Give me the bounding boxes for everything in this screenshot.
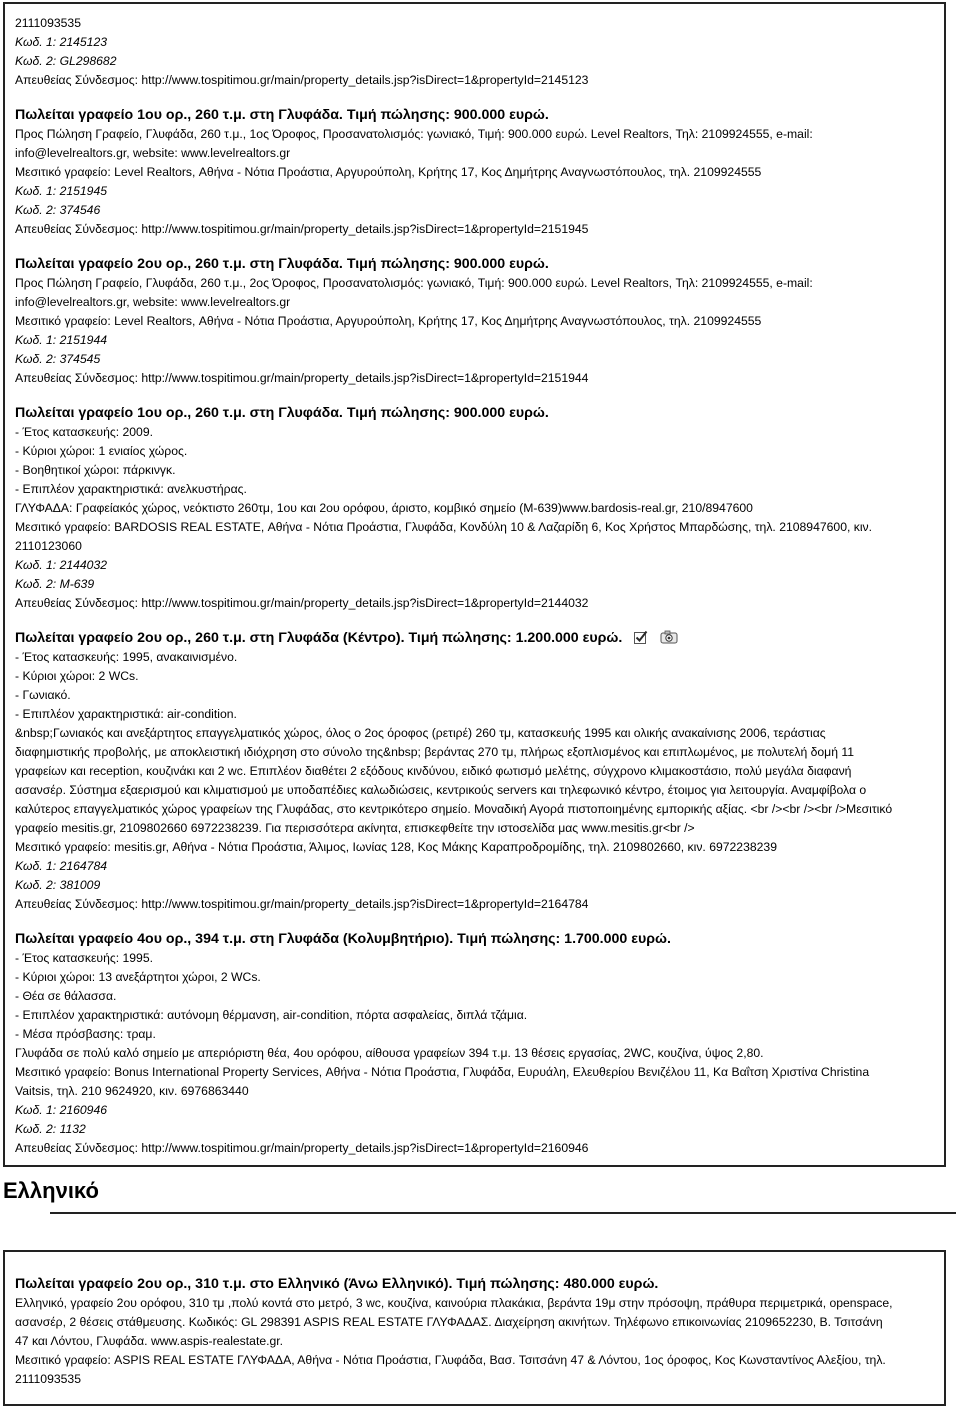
listing-description: γραφείων και reception, κουζινάκι και 2 wc. Επιπλέον διαθέτει 2 εξόδους κινδύνου, ειδικό φωτισμό μελέτης, σύγχρονο κλιμακοστάσιο, πολύ μεγάλα διαφανή [15,764,852,778]
listing-description: Γλυφάδα σε πολύ καλό σημείο με απεριόριστη θέα, 4ου ορόφου, αίθουσα γραφείων 394 τ.μ. 13 θέσεις εργασίας, 2WC, κουζίνα, ύψος 2,80. [15,1046,764,1060]
code-1: Κωδ. 1: 2145123 [15,35,108,49]
feature-line: - Έτος κατασκευής: 1995, ανακαινισμένο. [15,650,238,664]
feature-line: - Κύριοι χώροι: 13 ανεξάρτητοι χώροι, 2 WCs. [15,970,261,984]
agent-phone: 2111093535 [15,16,81,30]
listing-title: Πωλείται γραφείο 2ου ορ., 310 τ.μ. στο Ελληνικό (Άνω Ελληνικό). Τιμή πώλησης: 480.000 ευρώ. [15,1276,659,1292]
code-2: Κωδ. 2: 1132 [15,1122,86,1136]
listing-line: Προς Πώληση Γραφείο, Γλυφάδα, 260 τ.μ., 2ος Όροφος, Προσανατολισμός: γωνιακό, Τιμή: 900.000 ευρώ. Level Realtors, Τηλ: 2109924555, e-mail: [15,276,813,290]
listing-title: Πωλείται γραφείο 1ου ορ., 260 τ.μ. στη Γλυφάδα. Τιμή πώλησης: 900.000 ευρώ. [15,405,549,421]
code-1: Κωδ. 1: 2151945 [15,184,108,198]
camera-icon[interactable] [660,630,678,650]
code-2: Κωδ. 2: 381009 [15,878,101,892]
listing-line: Προς Πώληση Γραφείο, Γλυφάδα, 260 τ.μ., 1ος Όροφος, Προσανατολισμός: γωνιακό, Τιμή: 900.000 ευρώ. Level Realtors, Τηλ: 2109924555, e-mail: [15,127,813,141]
agent-info: Μεσιτικό γραφείο: Bonus International Property Services, Αθήνα - Νότια Προάστια, Γλυφάδα, Ευρυάλη, Ελευθερίου Βενιζέλου 11, Κα Βαΐτση Χριστίνα Christina [15,1065,870,1079]
listing-title: Πωλείται γραφείο 1ου ορ., 260 τ.μ. στη Γλυφάδα. Τιμή πώλησης: 900.000 ευρώ. [15,107,549,123]
code-1: Κωδ. 1: 2160946 [15,1103,108,1117]
listing-title: Πωλείται γραφείο 2ου ορ., 260 τ.μ. στη Γλυφάδα. Τιμή πώλησης: 900.000 ευρώ. [15,256,549,272]
code-2: Κωδ. 2: 374546 [15,203,101,217]
code-1: Κωδ. 1: 2151944 [15,333,108,347]
feature-line: - Γωνιακό. [15,688,71,702]
checkbox-check-icon[interactable] [634,630,648,650]
feature-line: - Μέσα πρόσβασης: τραμ. [15,1027,156,1041]
listing-description: γραφείο mesitis.gr, 2109802660 6972238239. Για περισσότερα ακίνητα, επισκεφθείτε την ιστοσελίδα μας www.mesitis.gr<br /> [15,821,695,835]
feature-line: - Έτος κατασκευής: 1995. [15,951,153,965]
listings-box-elliniko [3,1250,946,1406]
listing-title-row [15,628,944,648]
feature-line: - Έτος κατασκευής: 2009. [15,425,153,439]
direct-link[interactable]: Απευθείας Σύνδεσμος: http://www.tospitimou.gr/main/property_details.jsp?isDirect=1&propertyId=2145123 [15,73,589,87]
agent-info: Μεσιτικό γραφείο: Level Realtors, Αθήνα - Νότια Προάστια, Αργυρούπολη, Κρήτης 17, Κος Δημήτρης Αναγνωστόπουλος, τηλ. 2109924555 [15,314,762,328]
code-1: Κωδ. 1: 2164784 [15,859,108,873]
code-1: Κωδ. 1: 2144032 [15,558,108,572]
code-2: Κωδ. 2: 374545 [15,352,101,366]
code-2: Κωδ. 2: GL298682 [15,54,117,68]
feature-line: - Επιπλέον χαρακτηριστικά: αυτόνομη θέρμανση, air-condition, πόρτα ασφαλείας, διπλά τζάμια. [15,1008,528,1022]
listing-description: διαφημιστικής προβολής, με αποκλειστική ιδιόχρηση στο σύνολο της&nbsp; βεράντας 270 τμ, πλήρως εξοπλισμένος και επιπλωμένος, με πολυτελή δομή 11 [15,745,855,759]
listing-description: ασανσέρ, 2 θέσεις στάθμευσης. Κωδικός: GL 298391 ASPIS REAL ESTATE ΓΛΥΦΑΔΑΣ. Διαχείρηση ακινήτων. Τηλέφωνο επικοινωνίας 2109652230, Β. Τσιτσάνη [15,1315,883,1329]
listings-box-glyfada [3,2,946,1167]
direct-link[interactable]: Απευθείας Σύνδεσμος: http://www.tospitimou.gr/main/property_details.jsp?isDirect=1&propertyId=2151944 [15,371,589,385]
listing-description: 47 και Λόντου, Γλυφάδα. www.aspis-realestate.gr. [15,1334,284,1348]
listing-title: Πωλείται γραφείο 4ου ορ., 394 τ.μ. στη Γλυφάδα (Κολυμβητήριο). Τιμή πώλησης: 1.700.000 ευρώ. [15,931,671,947]
direct-link[interactable]: Απευθείας Σύνδεσμος: http://www.tospitimou.gr/main/property_details.jsp?isDirect=1&propertyId=2160946 [15,1141,589,1155]
agent-info: Μεσιτικό γραφείο: BARDOSIS REAL ESTATE, Αθήνα - Νότια Προάστια, Γλυφάδα, Κονδύλη 10 & Λαζαρίδη 6, Κος Χρήστος Μπαρδώσης, τηλ. 2108947600, κιν. [15,520,873,534]
code-2: Κωδ. 2: M-639 [15,577,95,591]
listing-description: καλύτερος επαγγελματικός χώρος γραφείων της Γλυφάδας, στο κεντρικότερο σημείο. Μοναδική Αγορά πιστοποιημένης εμπορικής αξίας. <br /><br /><br />Μεσιτικό [15,802,893,816]
feature-line: - Θέα σε θάλασσα. [15,989,117,1003]
direct-link[interactable]: Απευθείας Σύνδεσμος: http://www.tospitimou.gr/main/property_details.jsp?isDirect=1&propertyId=2151945 [15,222,589,236]
agent-info: 2110123060 [15,539,82,553]
listing-description: Ελληνικό, γραφείο 2ου ορόφου, 310 τμ ,πολύ κοντά στο μετρό, 3 wc, κουζίνα, καινούρια πλακάκια, βεράντα 19μ στην πρόσοψη, πράθυρα περιμετρικά, openspace, [15,1296,893,1310]
listing-line: info@levelrealtors.gr, website: www.levelrealtors.gr [15,146,291,160]
direct-link[interactable]: Απευθείας Σύνδεσμος: http://www.tospitimou.gr/main/property_details.jsp?isDirect=1&propertyId=2164784 [15,897,589,911]
listing-line: info@levelrealtors.gr, website: www.levelrealtors.gr [15,295,291,309]
feature-line: - Βοηθητικοί χώροι: πάρκινγκ. [15,463,176,477]
section-heading: Ελληνικό [3,1178,99,1203]
listing-description: ΓΛΥΦΑΔΑ: Γραφείακός χώρος, νεόκτιστο 260τμ, 1ου και 2ου ορόφου, άριστο, κομβικό σημείο (M-639)www.bardosis-real.gr, 210/8947600 [15,501,753,515]
listing-description: ασανσέρ. Σύστημα εξαερισμού και κλιματισμού με υποδαπέδιες καλωδιώσεις, κεντρικούς servers και τηλεφωνικό κέντρο, έτοιμος για λειτουργία. Αναμφίβολα ο [15,783,867,797]
agent-info: Vaitsis, τηλ. 210 9624920, κιν. 6976863440 [15,1084,249,1098]
direct-link[interactable]: Απευθείας Σύνδεσμος: http://www.tospitimou.gr/main/property_details.jsp?isDirect=1&propertyId=2144032 [15,596,589,610]
section-divider [50,1212,956,1214]
agent-info: Μεσιτικό γραφείο: mesitis.gr, Αθήνα - Νότια Προάστια, Άλιμος, Ιωνίας 128, Κος Μάκης Καραπροδρομίδης, τηλ. 2109802660, κιν. 6972238239 [15,840,777,854]
feature-line: - Κύριοι χώροι: 1 ενιαίος χώρος. [15,444,188,458]
agent-phone: 2111093535 [15,1372,81,1386]
agent-info: Μεσιτικό γραφείο: ASPIS REAL ESTATE ΓΛΥΦΑΔΑ, Αθήνα - Νότια Προάστια, Γλυφάδα, Βασ. Τσιτσάνη 47 & Λόντου, 1ος όροφος, Κος Κωνσταντίνος Αλεξίου, τηλ. [15,1353,886,1367]
feature-line: - Κύριοι χώροι: 2 WCs. [15,669,139,683]
listing-description: &nbsp;Γωνιακός και ανεξάρτητος επαγγελματικός χώρος, όλος ο 2ος όροφος (ρετιρέ) 260 τμ, κατασκευής 1995 και ολικής ανακαίνισης 2006, τεράστιας [15,726,826,740]
listing-title: Πωλείται γραφείο 2ου ορ., 260 τ.μ. στη Γλυφάδα (Κέντρο). Τιμή πώλησης: 1.200.000 ευρώ. [15,630,623,646]
agent-info: Μεσιτικό γραφείο: Level Realtors, Αθήνα - Νότια Προάστια, Αργυρούπολη, Κρήτης 17, Κος Δημήτρης Αναγνωστόπουλος, τηλ. 2109924555 [15,165,762,179]
feature-line: - Επιπλέον χαρακτηριστικά: ανελκυστήρας. [15,482,247,496]
feature-line: - Επιπλέον χαρακτηριστικά: air-condition. [15,707,237,721]
